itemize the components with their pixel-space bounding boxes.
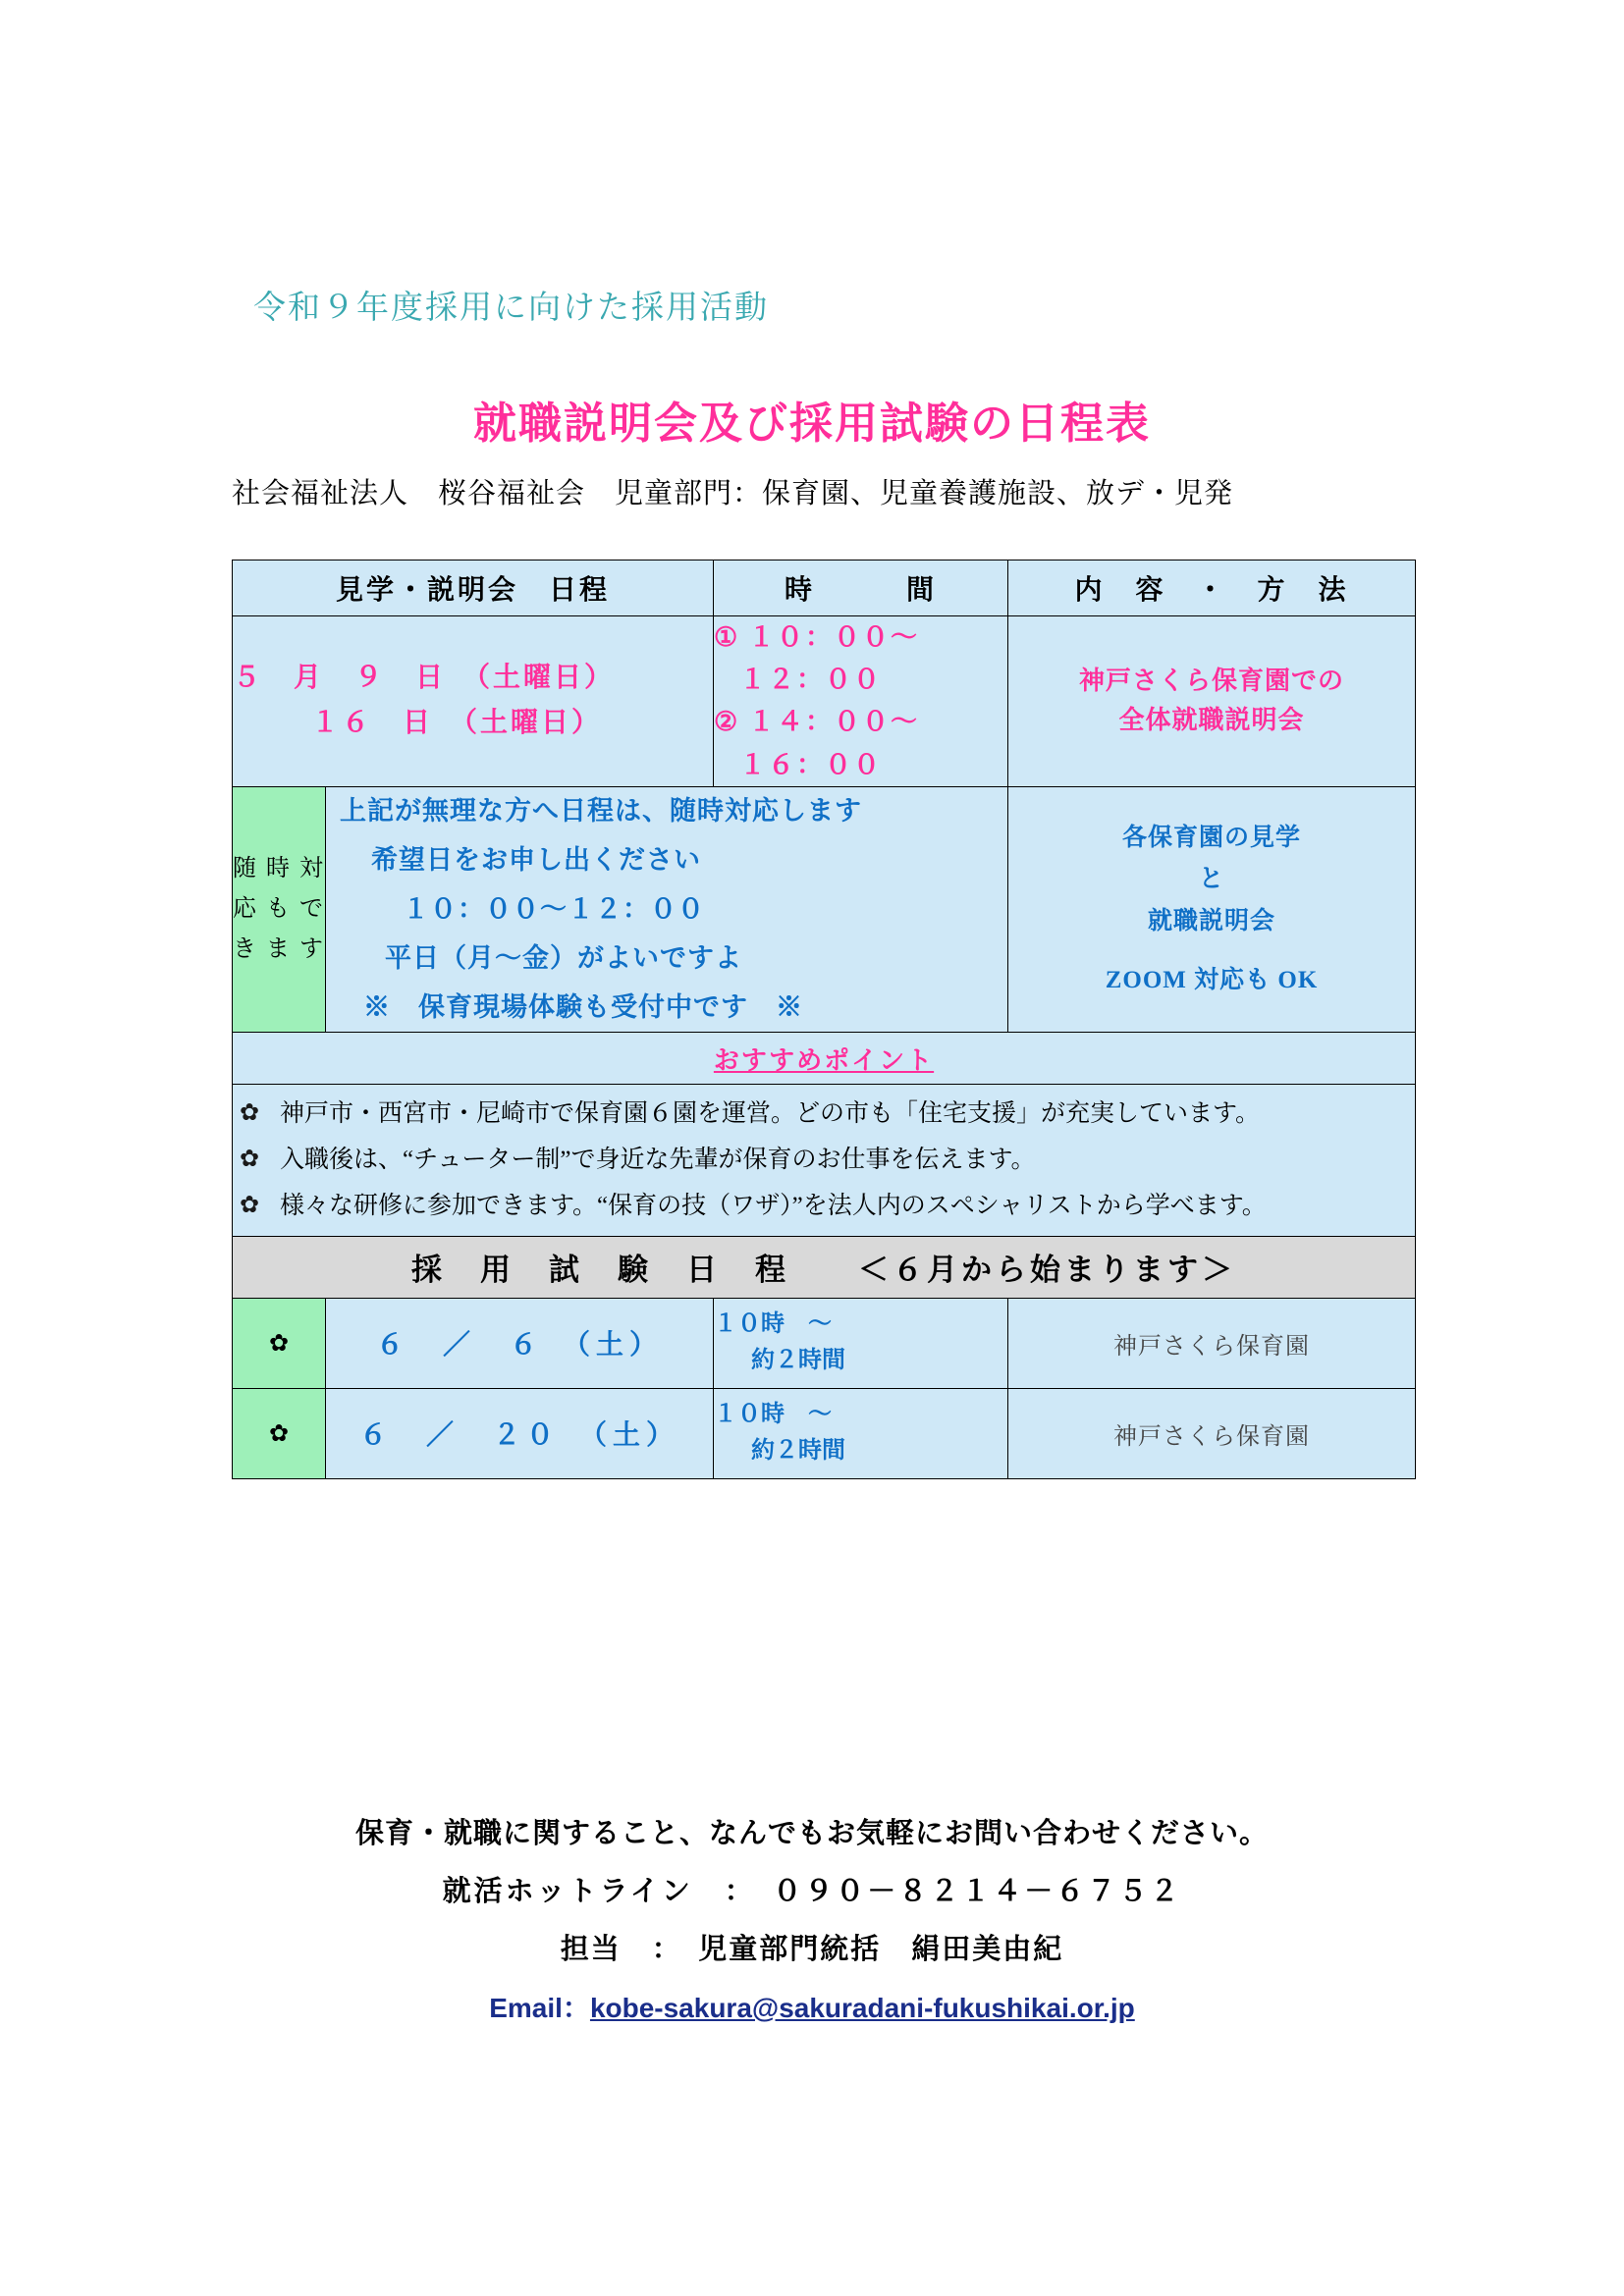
exam-place: 神戸さくら保育園 bbox=[1008, 1388, 1416, 1478]
point-text: 入職後は、“チューター制”で身近な先輩が保育のお仕事を伝えます。 bbox=[280, 1147, 1036, 1174]
page-title: 就職説明会及び採用試験の日程表 bbox=[473, 400, 1151, 448]
exam-time-cell bbox=[714, 1298, 1008, 1388]
table-row-points bbox=[233, 1085, 1416, 1236]
header-time: 時 間 bbox=[714, 561, 1008, 616]
footer-hotline: 就活ホットライン ： ０９０－８２１４－６７５２ bbox=[442, 1876, 1182, 1907]
anytime-right-2: と bbox=[1199, 866, 1225, 893]
anytime-right-1: 各保育園の見学 bbox=[1122, 824, 1302, 851]
footer-contact-person: 担当 ： 児童部門統括 絹田美由紀 bbox=[560, 1934, 1064, 1965]
anytime-line-5: ※ 保育現場体験も受付中です ※ bbox=[363, 991, 803, 1022]
header-schedule: 見学・説明会 日程 bbox=[233, 561, 714, 616]
point-item bbox=[233, 1097, 1415, 1131]
exam-band-title: 採 用 試 験 日 程 ＜６月から始まります＞ bbox=[233, 1236, 1416, 1298]
anytime-line-3: １０：００～１２：００ bbox=[403, 893, 705, 924]
briefing-date-2: １６ 日 （土曜日） bbox=[311, 708, 603, 739]
flower-icon: ✿ bbox=[239, 1147, 260, 1173]
briefing-time-4: １６：００ bbox=[739, 749, 883, 779]
exam-time-sub: 約２時間 bbox=[751, 1438, 846, 1465]
flower-icon: ✿ bbox=[233, 1388, 326, 1478]
spacer bbox=[1008, 942, 1415, 960]
exam-time-sub: 約２時間 bbox=[751, 1348, 846, 1374]
table-row-exam bbox=[233, 1298, 1416, 1388]
contact-footer bbox=[0, 1811, 1624, 2026]
briefing-content-1: 神戸さくら保育園での bbox=[1079, 667, 1345, 696]
exam-time-main: １０時 ～ bbox=[714, 1311, 833, 1337]
anytime-right-4: ZOOM 対応も OK bbox=[1105, 967, 1319, 994]
points-cell bbox=[233, 1085, 1416, 1236]
kicker-text: 令和９年度採用に向けた採用活動 bbox=[253, 291, 769, 326]
point-text: 神戸市・西宮市・尼崎市で保育園６園を運営。どの市も「住宅支援」が充実しています。 bbox=[280, 1100, 1261, 1128]
email-label: Email： bbox=[489, 1993, 590, 2023]
flower-icon: ✿ bbox=[233, 1298, 326, 1388]
exam-place: 神戸さくら保育園 bbox=[1008, 1298, 1416, 1388]
osusume-heading: おすすめポイント bbox=[233, 1033, 1416, 1085]
table-row-osusume-heading bbox=[233, 1033, 1416, 1085]
email-link[interactable]: kobe-sakura@sakuradani-fukushikai.or.jp bbox=[589, 1993, 1135, 2023]
anytime-label: 随 時 対 応 も で き ま す bbox=[233, 786, 326, 1033]
table-header-row bbox=[233, 561, 1416, 616]
point-item bbox=[233, 1190, 1415, 1223]
point-text: 様々な研修に参加できます。“保育の技（ワザ）”を法人内のスペシャリストから学べます。 bbox=[280, 1192, 1267, 1219]
table-row-briefing bbox=[233, 616, 1416, 787]
exam-date: ６ ／ ６ （土） bbox=[326, 1298, 714, 1388]
table-row-exam bbox=[233, 1388, 1416, 1478]
exam-time-main: １０時 ～ bbox=[714, 1402, 833, 1427]
briefing-date-1: ５ 月 ９ 日 （土曜日） bbox=[233, 663, 616, 694]
table-row-exam-band bbox=[233, 1236, 1416, 1298]
anytime-body-cell bbox=[326, 786, 1008, 1033]
exam-date: ６ ／ ２０ （土） bbox=[326, 1388, 714, 1478]
briefing-time-3: ② １４：００～ bbox=[714, 707, 919, 737]
point-item bbox=[233, 1144, 1415, 1177]
briefing-content-cell bbox=[1008, 616, 1416, 787]
flower-icon: ✿ bbox=[239, 1100, 260, 1127]
briefing-dates-cell bbox=[233, 616, 714, 787]
header-content: 内 容 ・ 方 法 bbox=[1008, 561, 1416, 616]
briefing-time-2: １２：００ bbox=[739, 665, 883, 695]
footer-line-1: 保育・就職に関すること、なんでもお気軽にお問い合わせください。 bbox=[354, 1818, 1269, 1849]
footer-email-row bbox=[0, 1987, 1624, 2026]
anytime-right-3: 就職説明会 bbox=[1148, 907, 1276, 934]
flower-icon: ✿ bbox=[239, 1192, 260, 1218]
anytime-line-2: 希望日をお申し出ください bbox=[371, 844, 701, 875]
exam-time-cell bbox=[714, 1388, 1008, 1478]
anytime-line-1: 上記が無理な方へ日程は、随時対応します bbox=[340, 795, 862, 826]
table-row-anytime bbox=[233, 786, 1416, 1033]
schedule-table bbox=[232, 560, 1416, 1479]
anytime-right-cell bbox=[1008, 786, 1416, 1033]
briefing-time-1: ① １０：００～ bbox=[714, 622, 919, 652]
organization-line: 社会福祉法人 桜谷福祉会 児童部門：保育園、児童養護施設、放デ・児発 bbox=[232, 478, 1234, 509]
briefing-content-2: 全体就職説明会 bbox=[1118, 706, 1305, 735]
briefing-time-cell bbox=[714, 616, 1008, 787]
anytime-line-4: 平日（月～金）がよいですよ bbox=[385, 942, 742, 973]
